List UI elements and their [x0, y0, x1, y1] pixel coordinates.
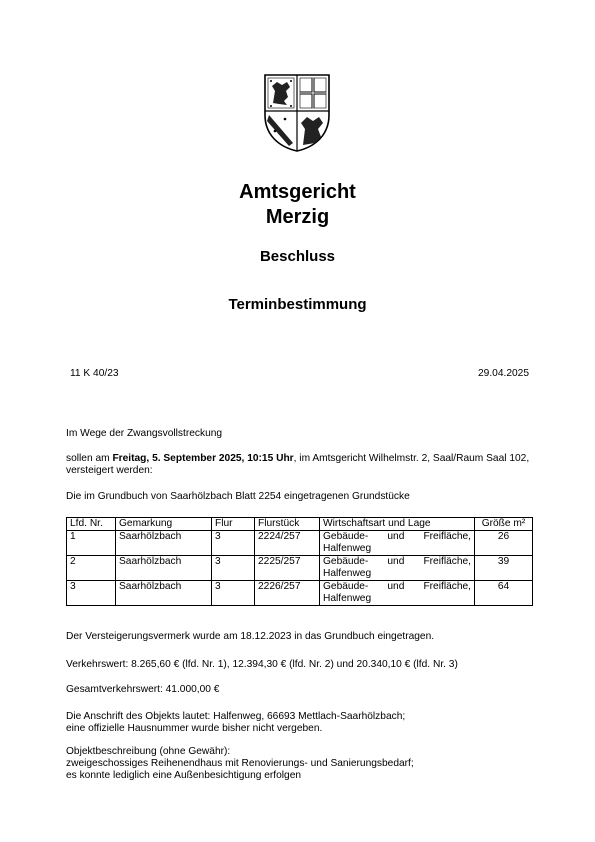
- col-header-groesse: Größe m²: [475, 518, 533, 531]
- object-description: [66, 746, 530, 782]
- table-row: [67, 531, 533, 556]
- verkehrswert-text: Verkehrswert: 8.265,60 € (lfd. Nr. 1), 12.394,30 € (lfd. Nr. 2) und 20.340,10 € (lfd. Nr. 3): [66, 659, 458, 670]
- court-location: Merzig: [265, 206, 330, 228]
- grundbuch-text: Die im Grundbuch von Saarhölzbach Blatt 2254 eingetragenen Grundstücke: [66, 491, 410, 502]
- cell-flur: 3: [212, 531, 255, 556]
- case-number: 11 K 40/23: [70, 368, 119, 379]
- cell-groesse: 64: [475, 581, 533, 606]
- address-text: [66, 711, 530, 735]
- cell-wirtschaftsart: Gebäude- und Freifläche, Halfenweg: [320, 531, 475, 556]
- auction-text-pre: sollen am: [66, 453, 113, 464]
- address-line: Die Anschrift des Objekts lautet: Halfenweg, 66693 Mettlach-Saarhölzbach;: [66, 711, 406, 722]
- col-header-gemarkung: Gemarkung: [116, 518, 212, 531]
- document-title: Beschluss: [259, 248, 336, 265]
- col-header-lfd-nr: Lfd. Nr.: [67, 518, 116, 531]
- table-row: [67, 581, 533, 606]
- intro-text: Im Wege der Zwangsvollstreckung: [66, 428, 223, 439]
- cell-lfd-nr: 3: [67, 581, 116, 606]
- document-date: 29.04.2025: [478, 368, 529, 379]
- description-line: es konnte lediglich eine Außenbesichtigung erfolgen: [66, 770, 302, 781]
- cell-gemarkung: Saarhölzbach: [116, 556, 212, 581]
- cell-wirtschaftsart: Gebäude- und Freifläche, Halfenweg: [320, 581, 475, 606]
- address-note: eine offizielle Hausnummer wurde bisher nicht vergeben.: [66, 723, 323, 734]
- gesamtverkehrswert-text: Gesamtverkehrswert: 41.000,00 €: [66, 684, 220, 695]
- cell-gemarkung: Saarhölzbach: [116, 531, 212, 556]
- auction-date: Freitag, 5. September 2025, 10:15 Uhr: [112, 453, 294, 464]
- cell-flur: 3: [212, 581, 255, 606]
- table-row: [67, 556, 533, 581]
- description-line: zweigeschossiges Reihenendhaus mit Renovierungs- und Sanierungsbedarf;: [66, 758, 414, 769]
- cell-groesse: 26: [475, 531, 533, 556]
- cell-flurstueck: 2224/257: [255, 531, 320, 556]
- col-header-flurstueck: Flurstück: [255, 518, 320, 531]
- col-header-wirtschaftsart: Wirtschaftsart und Lage: [320, 518, 475, 531]
- court-name: Amtsgericht: [239, 181, 356, 203]
- col-header-flur: Flur: [212, 518, 255, 531]
- table-header-row: [67, 518, 533, 531]
- description-label: Objektbeschreibung (ohne Gewähr):: [66, 746, 231, 757]
- property-table: [66, 517, 533, 606]
- cell-gemarkung: Saarhölzbach: [116, 581, 212, 606]
- vermerk-text: Der Versteigerungsvermerk wurde am 18.12.2023 in das Grundbuch eingetragen.: [66, 631, 435, 642]
- document-subtitle: Terminbestimmung: [228, 296, 367, 313]
- cell-groesse: 39: [475, 556, 533, 581]
- cell-lfd-nr: 1: [67, 531, 116, 556]
- auction-text-post: , im Amtsgericht Wilhelmstr. 2, Saal/Raum Saal 102, versteigert werden:: [66, 453, 530, 476]
- cell-flurstueck: 2225/257: [255, 556, 320, 581]
- cell-flurstueck: 2226/257: [255, 581, 320, 606]
- cell-wirtschaftsart: Gebäude- und Freifläche, Halfenweg: [320, 556, 475, 581]
- cell-lfd-nr: 2: [67, 556, 116, 581]
- saarland-coat-of-arms-icon: [263, 73, 331, 153]
- cell-flur: 3: [212, 556, 255, 581]
- auction-text: [66, 453, 530, 477]
